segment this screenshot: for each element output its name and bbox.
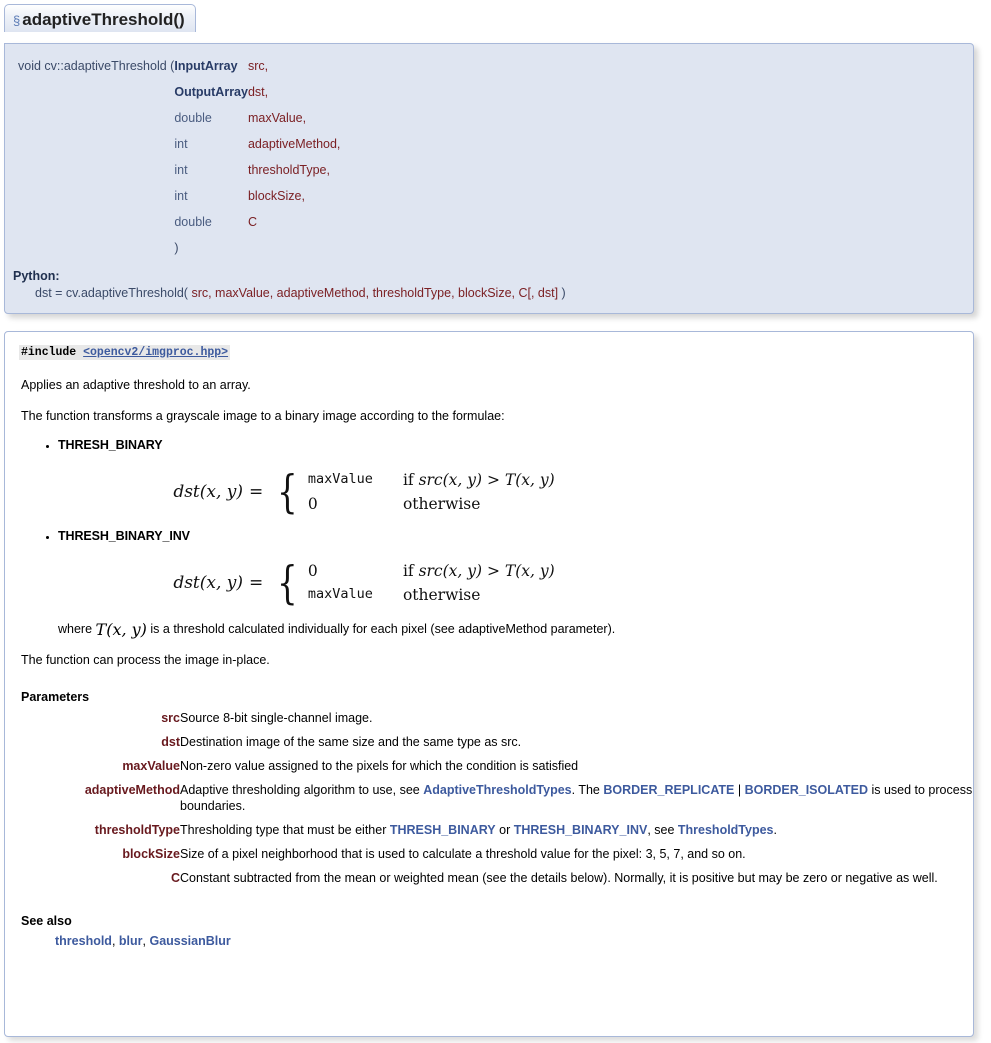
param-name: maxValue, [247, 111, 307, 125]
parameter-description: Adaptive thresholding algorithm to use, see AdaptiveThresholdTypes. The BORDER_REPLICATE | BORDER_ISOLATED is used to process boundaries. [180, 782, 973, 813]
see-also-separator: , [142, 933, 150, 948]
parameter-doc-link[interactable]: THRESH_BINARY [389, 822, 496, 837]
parameter-doc-link[interactable]: ThresholdTypes [677, 822, 774, 837]
formula-brace: { [277, 465, 298, 519]
case-bottom-value: maxValue [307, 585, 373, 602]
signature-spacer [18, 105, 174, 131]
include-statement [19, 345, 230, 360]
param-name: C [247, 215, 257, 229]
parameter-name: blockSize [122, 846, 180, 861]
formula-bullet-list [19, 438, 959, 452]
parameter-name: dst [161, 734, 180, 749]
function-prototype-panel [4, 43, 974, 314]
signature-spacer [18, 235, 174, 261]
see-also-link[interactable]: threshold [55, 933, 112, 948]
where-suffix: is a threshold calculated individually for each pixel (see adaptiveMethod parameter). [146, 621, 616, 636]
formula-cases [308, 470, 555, 515]
parameter-doc-link[interactable]: THRESH_BINARY_INV [513, 822, 648, 837]
parameter-row [55, 780, 974, 820]
parameter-row [55, 868, 974, 892]
signature-row [18, 183, 340, 209]
parameter-doc-link[interactable]: BORDER_ISOLATED [744, 782, 868, 797]
param-type: double [174, 215, 212, 229]
param-type[interactable]: OutputArray [174, 85, 248, 99]
closing-paren: ) [174, 241, 179, 255]
summary-paragraph: Applies an adaptive threshold to an array. [21, 378, 251, 392]
parameter-doc-link[interactable]: AdaptiveThresholdTypes [423, 782, 572, 797]
member-title-tab [4, 4, 196, 32]
math-formula [19, 556, 959, 610]
signature-spacer [18, 157, 174, 183]
parameter-row [55, 820, 974, 844]
parameter-description: Source 8-bit single-channel image. [180, 710, 373, 725]
signature-row [18, 53, 340, 79]
param-type[interactable]: InputArray [174, 59, 238, 73]
see-also-link[interactable]: GaussianBlur [149, 933, 231, 948]
case-top-value: maxValue [307, 471, 373, 487]
signature-row [18, 131, 340, 157]
signature-row [18, 209, 340, 235]
signature-close-row [18, 235, 340, 261]
signature-spacer [18, 209, 174, 235]
function-name-lead: void cv::adaptiveThreshold ( [18, 59, 175, 73]
formula-flag-item [58, 529, 959, 543]
signature-table [18, 53, 340, 261]
param-name: adaptiveMethod, [247, 137, 341, 151]
signature-spacer [18, 183, 174, 209]
case-bottom-condition: otherwise [402, 585, 481, 604]
case-top-value: 0 [307, 561, 318, 580]
parameter-name: src [161, 710, 180, 725]
intro-paragraph: The function transforms a grayscale image to a binary image according to the formulae: [21, 409, 505, 423]
case-bottom-value: 0 [307, 494, 318, 513]
permalink-icon[interactable]: § [13, 13, 21, 28]
formula-equals: = [249, 573, 264, 594]
parameter-description: Non-zero value assigned to the pixels for which the condition is satisfied [180, 758, 579, 773]
python-signature [35, 285, 973, 302]
parameter-description: Destination image of the same size and the same type as src. [180, 734, 522, 749]
parameters-heading: Parameters [21, 689, 90, 704]
threshold-flag-name: THRESH_BINARY [58, 438, 163, 452]
formula-flag-item [58, 438, 959, 452]
include-directive: #include [21, 346, 84, 359]
signature-spacer [18, 79, 174, 105]
parameter-name: adaptiveMethod [84, 782, 180, 797]
python-label: Python: [13, 269, 60, 283]
see-also-separator: , [111, 933, 119, 948]
where-prefix: where [58, 621, 96, 636]
parameter-row [55, 844, 974, 868]
case-bottom-condition: otherwise [402, 494, 481, 513]
parameter-row [55, 756, 974, 780]
param-type: int [174, 189, 188, 203]
parameters-table [55, 708, 974, 892]
formula-section [19, 438, 959, 610]
signature-row [18, 105, 340, 131]
inplace-note: The function can process the image in-place. [21, 652, 270, 667]
signature-spacer [18, 131, 174, 157]
formula-lhs: dst(x, y) [173, 573, 244, 594]
formula-equals: = [249, 482, 264, 503]
python-call-prefix: dst = cv.adaptiveThreshold( [35, 286, 192, 300]
formula-cases [308, 561, 555, 606]
param-name: src, [247, 59, 269, 73]
case-top-condition: if src(x, y) > T(x, y) [402, 561, 555, 580]
parameter-description: Size of a pixel neighborhood that is used to calculate a threshold value for the pixel: 3, 5, 7, and so on. [180, 846, 746, 861]
parameter-row [55, 732, 974, 756]
param-type: int [174, 163, 188, 177]
parameter-doc-link[interactable]: BORDER_REPLICATE [603, 782, 735, 797]
documentation-panel [4, 331, 974, 1037]
param-name: dst, [247, 85, 269, 99]
parameter-description: Thresholding type that must be either THRESH_BINARY or THRESH_BINARY_INV, see ThresholdTypes. [180, 822, 777, 837]
formula-lhs: dst(x, y) [173, 482, 244, 503]
where-math: T(x, y) [95, 619, 147, 639]
param-name: thresholdType, [247, 163, 330, 177]
include-header-link[interactable]: <opencv2/imgproc.hpp> [83, 346, 229, 359]
parameter-name: thresholdType [94, 822, 180, 837]
python-call-suffix: ) [558, 286, 566, 300]
param-name: blockSize, [247, 189, 305, 203]
parameter-description: Constant subtracted from the mean or weighted mean (see the details below). Normally, it is positive but may be zero or negative as well. [180, 870, 938, 885]
threshold-flag-name: THRESH_BINARY_INV [58, 528, 190, 543]
case-top-condition: if src(x, y) > T(x, y) [402, 471, 555, 489]
parameter-name: C [170, 870, 180, 885]
page-title: adaptiveThreshold() [22, 10, 185, 29]
signature-spacer [248, 235, 340, 261]
param-type: double [174, 111, 212, 125]
param-type: int [174, 137, 188, 151]
math-formula [19, 465, 959, 519]
formula-brace: { [277, 556, 298, 610]
signature-row [18, 157, 340, 183]
python-call-args: src, maxValue, adaptiveMethod, thresholdType, blockSize, C[, dst] [191, 286, 559, 300]
see-also-heading: See also [21, 913, 72, 928]
parameter-row [55, 708, 974, 732]
see-also-links [55, 934, 959, 948]
signature-row [18, 79, 340, 105]
see-also-link[interactable]: blur [118, 933, 143, 948]
where-note [58, 619, 959, 639]
formula-bullet-list [19, 529, 959, 543]
parameter-name: maxValue [122, 758, 180, 773]
